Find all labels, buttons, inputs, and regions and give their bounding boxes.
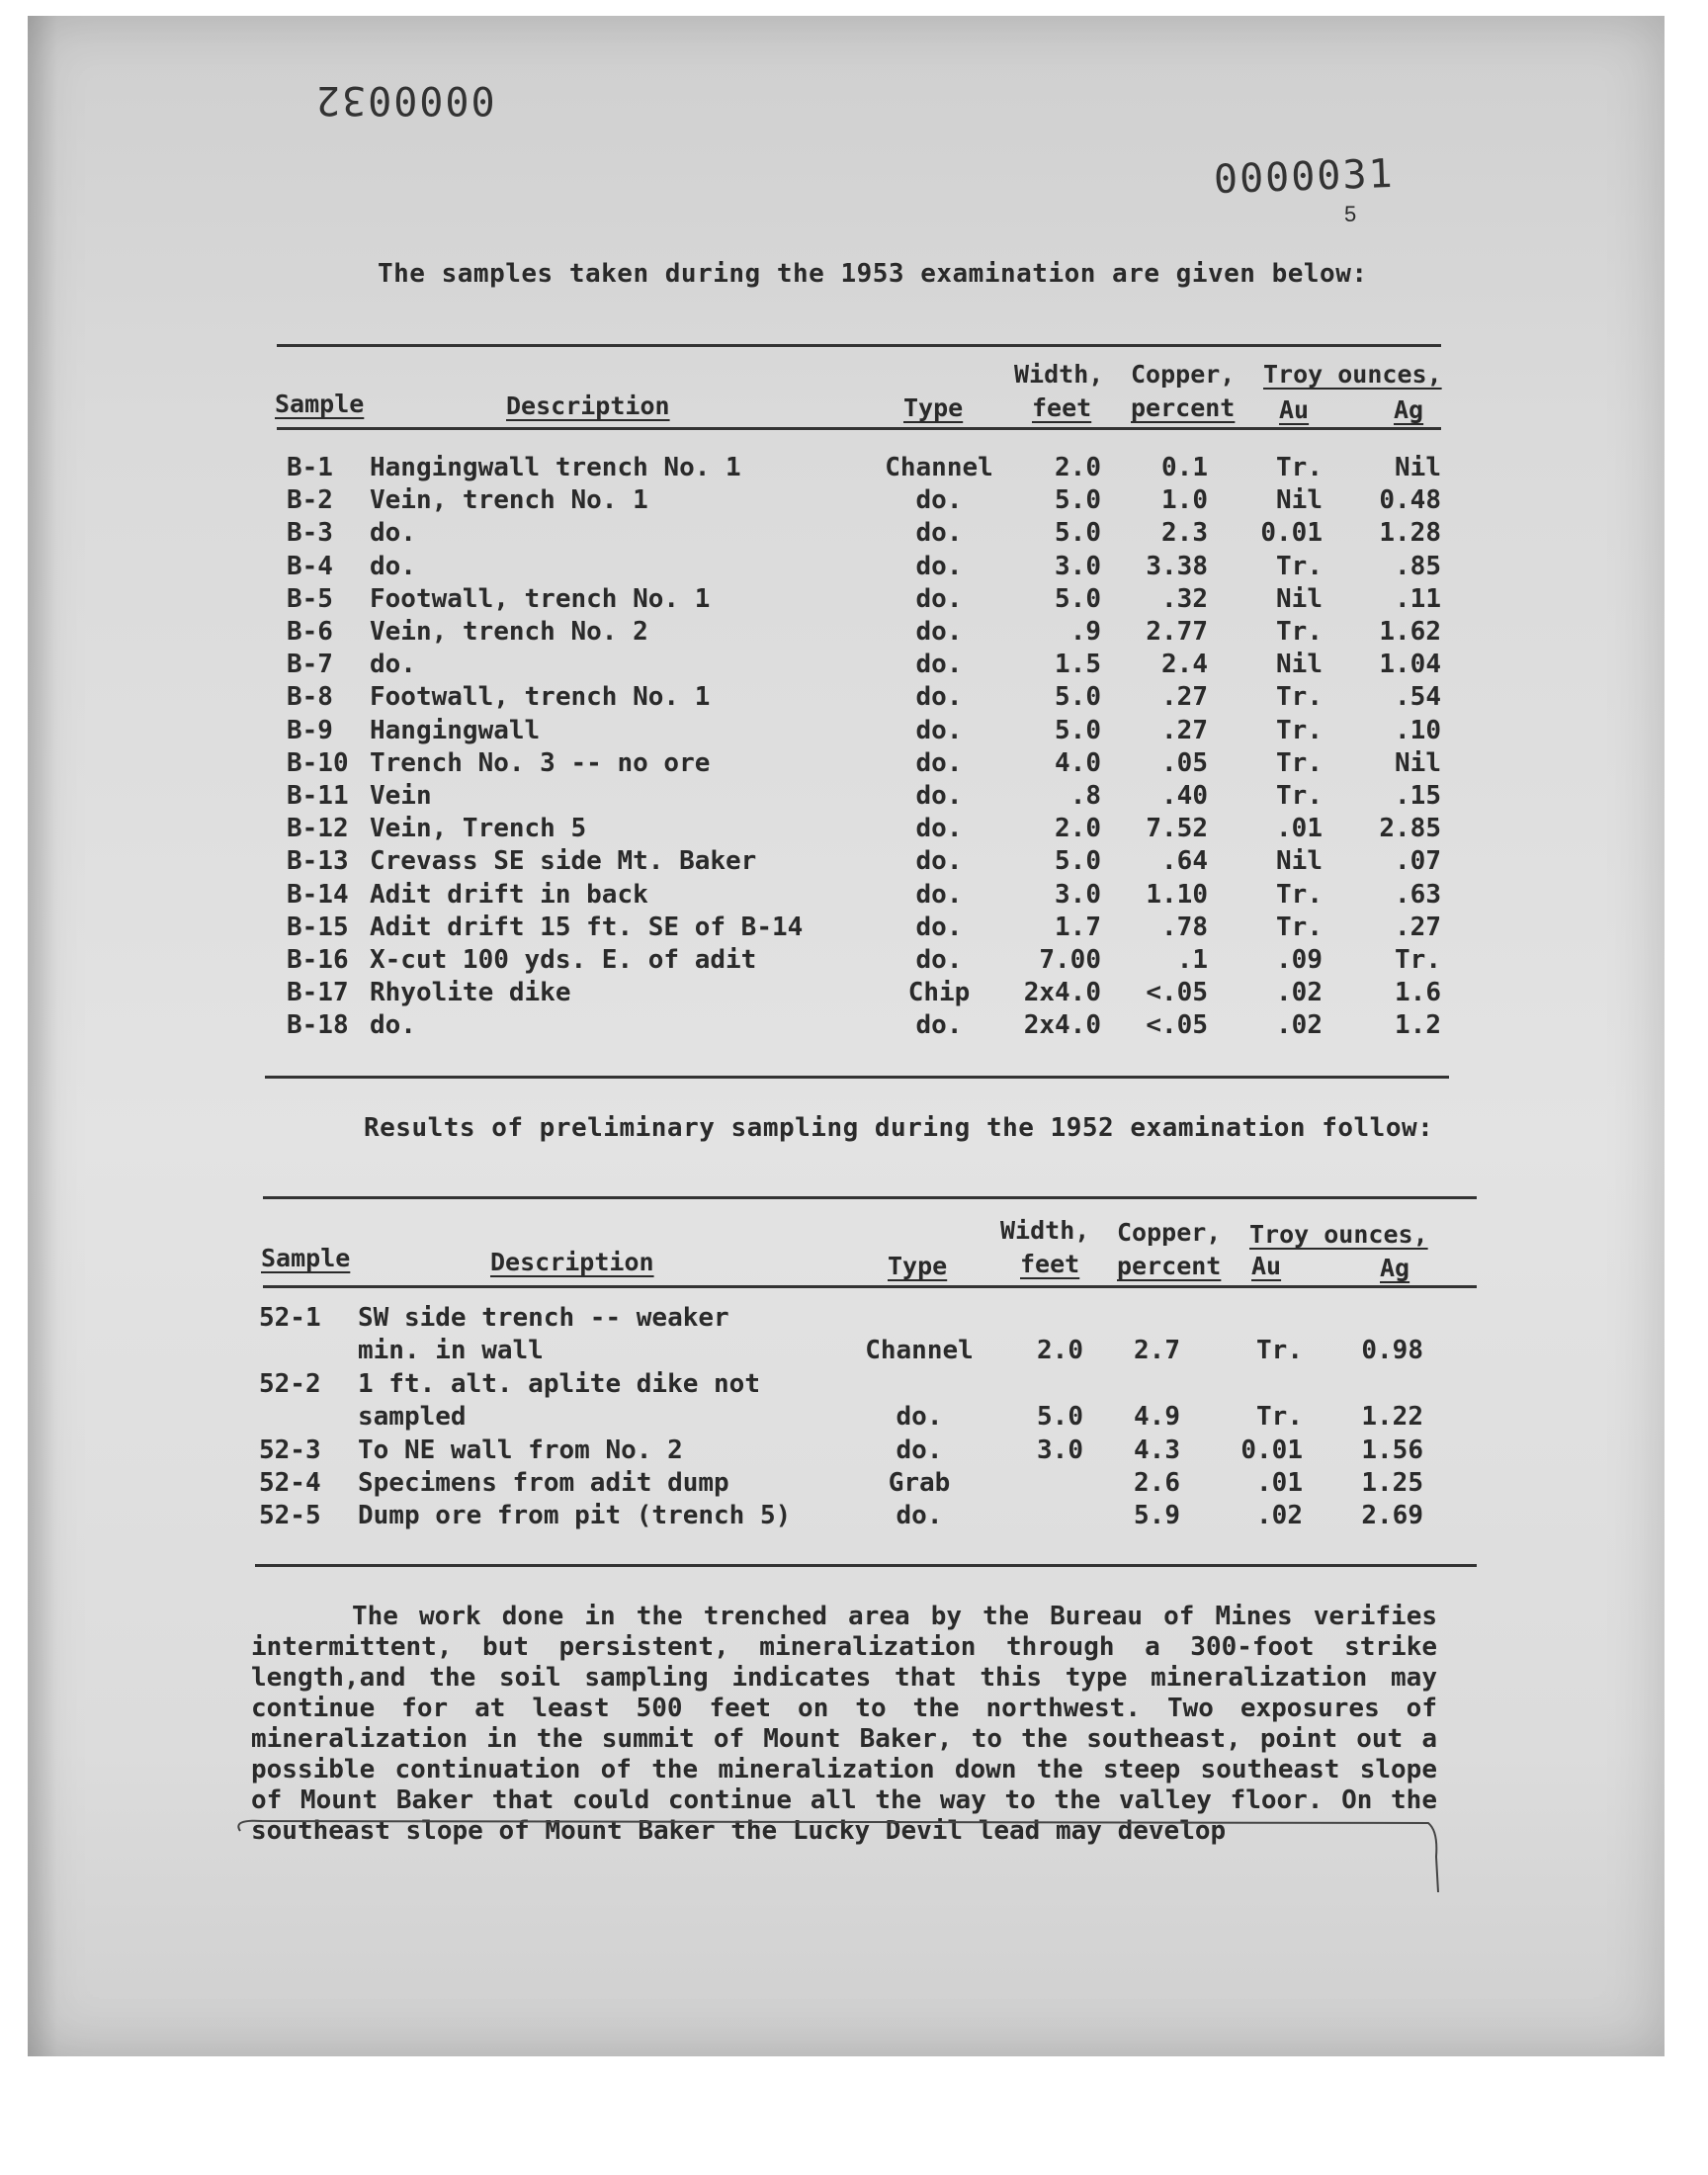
- table1-cell-sample: B-6: [287, 617, 333, 647]
- table1-cell-description: do.: [370, 1010, 416, 1041]
- table1-row: [287, 485, 1443, 518]
- table1-cell-au: Tr.: [1276, 453, 1323, 482]
- table1-cell-ag: 1.2: [1395, 1010, 1441, 1041]
- table2-cell-au: Tr.: [1256, 1336, 1303, 1366]
- table1-row: [287, 584, 1443, 617]
- table1-cell-width: 7.00: [1039, 945, 1101, 975]
- table1-row: [287, 913, 1443, 945]
- table1-cell-ag: .07: [1395, 846, 1441, 877]
- table2-header-sample: Sample: [261, 1244, 351, 1272]
- table1-header-ag: Ag: [1394, 395, 1424, 424]
- table1-cell-au: Nil: [1276, 485, 1323, 516]
- table1-cell-copper: 3.38: [1146, 551, 1208, 581]
- table1-cell-au: Tr.: [1276, 551, 1323, 581]
- table2-header-au: Au: [1251, 1252, 1282, 1280]
- table2-top-rule: [263, 1196, 1477, 1199]
- table1-header-width-bot: feet: [1032, 393, 1092, 422]
- table1-cell-sample: B-12: [287, 814, 349, 844]
- table1-row: [287, 518, 1443, 551]
- table1-row: [287, 716, 1443, 748]
- table2-row: [259, 1501, 1425, 1533]
- table1-header-rule: [277, 427, 1441, 430]
- table2-cell-sample: 52-5: [259, 1501, 321, 1531]
- table1-cell-description: do.: [370, 518, 416, 549]
- table1-cell-type: do.: [915, 945, 963, 975]
- table1-row: [287, 682, 1443, 715]
- table1-cell-au: Tr.: [1276, 912, 1323, 942]
- table2-bottom-rule: [255, 1564, 1477, 1567]
- table1-cell-copper: .05: [1161, 747, 1208, 778]
- table1-cell-sample: B-13: [287, 846, 349, 877]
- table1-cell-copper: .78: [1161, 912, 1208, 942]
- table2-cell-description: sampled: [358, 1402, 467, 1433]
- table1-cell-width: 5.0: [1055, 715, 1101, 745]
- table1-cell-description: Adit drift 15 ft. SE of B-14: [370, 912, 804, 942]
- table1-cell-ag: .63: [1395, 879, 1441, 910]
- table2-cell-copper: 5.9: [1134, 1501, 1180, 1531]
- paragraph-text: The work done in the trenched area by the Bureau of Mines verifies intermittent, but persistent, mineralization through a 300-foot strike length,and the soil sampling indicates that this type mineralization may continue for at least 500 feet on to the northwest. Two exposures of mineralization in the summit of Mount Baker, to the southeast, point out a possible continuation of the mineralization down the steep southeast slope of Mount Baker that could continue all the way to the valley floor. On the southeast slope of Mount Baker the Lucky Devil lead may develop: [251, 1602, 1437, 1846]
- table2-row: [259, 1436, 1425, 1468]
- table2-cell-ag: 1.22: [1361, 1402, 1423, 1433]
- table1-cell-width: 5.0: [1055, 846, 1101, 877]
- table1-cell-type: do.: [915, 879, 963, 910]
- table1-row: [287, 814, 1443, 846]
- table1-cell-type: do.: [915, 551, 963, 581]
- table1-cell-ag: 0.48: [1379, 485, 1441, 516]
- table1-row: [287, 1010, 1443, 1043]
- table2-header-copper-bot: percent: [1117, 1252, 1222, 1280]
- table1-cell-type: do.: [915, 715, 963, 745]
- table2-cell-ag: 0.98: [1361, 1336, 1423, 1366]
- table1-cell-type: do.: [915, 814, 963, 844]
- table1-header-copper-bot: percent: [1131, 393, 1236, 422]
- table1-header-copper-top: Copper,: [1131, 360, 1236, 389]
- table1-cell-width: 2x4.0: [1023, 1010, 1101, 1041]
- table2-cell-type: do.: [896, 1435, 943, 1465]
- table1-cell-au: 0.01: [1260, 518, 1323, 549]
- table1-cell-au: Nil: [1276, 846, 1323, 877]
- table1-cell-description: Trench No. 3 -- no ore: [370, 747, 711, 778]
- table1-cell-sample: B-2: [287, 485, 333, 516]
- table1-cell-sample: B-15: [287, 912, 349, 942]
- table1-cell-au: Tr.: [1276, 879, 1323, 910]
- table1-cell-ag: .54: [1395, 682, 1441, 713]
- table1-cell-copper: 1.10: [1146, 879, 1208, 910]
- table2-row: [259, 1402, 1425, 1435]
- table2-cell-description: SW side trench -- weaker: [358, 1303, 729, 1333]
- table1-cell-width: 5.0: [1055, 583, 1101, 614]
- table1-cell-width: 2.0: [1055, 453, 1101, 482]
- table2-header-ag: Ag: [1380, 1254, 1410, 1282]
- table1-cell-ag: .10: [1395, 715, 1441, 745]
- table1-header-troy: Troy ounces,: [1263, 360, 1442, 389]
- table2-header-rule: [263, 1285, 1477, 1288]
- table2-cell-description: min. in wall: [358, 1336, 544, 1366]
- table2-header-width-bot: feet: [1020, 1250, 1080, 1278]
- table1-header-type: Type: [903, 393, 964, 422]
- page-number: 5: [1344, 202, 1357, 226]
- table2-row: [259, 1369, 1425, 1402]
- table1-cell-width: 3.0: [1055, 879, 1101, 910]
- table1-cell-au: .01: [1276, 814, 1323, 844]
- table1-cell-type: do.: [915, 747, 963, 778]
- table1-cell-au: Tr.: [1276, 715, 1323, 745]
- table2-cell-au: Tr.: [1256, 1402, 1303, 1433]
- table1-cell-au: .02: [1276, 978, 1323, 1008]
- table1-cell-copper: 2.3: [1161, 518, 1208, 549]
- table2-header-width-top: Width,: [1000, 1216, 1090, 1245]
- table1-cell-copper: .1: [1176, 945, 1208, 975]
- table1-cell-au: Tr.: [1276, 682, 1323, 713]
- table2-cell-ag: 1.25: [1361, 1468, 1423, 1498]
- table1-cell-copper: <.05: [1146, 978, 1208, 1008]
- table1-cell-ag: Nil: [1395, 747, 1441, 778]
- table1-cell-sample: B-4: [287, 551, 333, 581]
- table1-row: [287, 781, 1443, 814]
- table1-row: [287, 650, 1443, 682]
- table2-cell-type: do.: [896, 1501, 943, 1531]
- table1-cell-sample: B-9: [287, 715, 333, 745]
- table2-cell-width: 3.0: [1037, 1435, 1083, 1465]
- table1-header-description: Description: [506, 392, 670, 420]
- table2-header-copper-top: Copper,: [1117, 1218, 1222, 1247]
- table1-cell-type: do.: [915, 485, 963, 516]
- table1-cell-type: do.: [915, 650, 963, 680]
- table1-cell-description: Footwall, trench No. 1: [370, 583, 711, 614]
- table1-cell-copper: .27: [1161, 715, 1208, 745]
- table1-cell-au: Nil: [1276, 650, 1323, 680]
- table1-cell-width: 5.0: [1055, 485, 1101, 516]
- table1-header-sample: Sample: [275, 390, 365, 418]
- table1-cell-ag: .11: [1395, 583, 1441, 614]
- table1-cell-sample: B-16: [287, 945, 349, 975]
- table2-cell-width: 2.0: [1037, 1336, 1083, 1366]
- table1-cell-description: do.: [370, 650, 416, 680]
- table1-cell-width: 1.5: [1055, 650, 1101, 680]
- table2-cell-sample: 52-4: [259, 1468, 321, 1498]
- table1-cell-width: 2.0: [1055, 814, 1101, 844]
- table1-cell-sample: B-18: [287, 1010, 349, 1041]
- table1-cell-ag: 1.04: [1379, 650, 1441, 680]
- table2-cell-sample: 52-2: [259, 1368, 321, 1399]
- table2-cell-au: 0.01: [1240, 1435, 1303, 1465]
- table2-cell-description: Specimens from adit dump: [358, 1468, 729, 1498]
- table2-cell-description: Dump ore from pit (trench 5): [358, 1501, 792, 1531]
- table1-cell-type: do.: [915, 781, 963, 811]
- table2-cell-description: To NE wall from No. 2: [358, 1435, 683, 1465]
- table1-cell-width: 1.7: [1055, 912, 1101, 942]
- page-shadow: [28, 16, 57, 2056]
- table1-cell-description: Adit drift in back: [370, 879, 648, 910]
- table1-cell-description: X-cut 100 yds. E. of adit: [370, 945, 757, 975]
- table2-header-description: Description: [490, 1248, 654, 1276]
- table1-cell-type: do.: [915, 518, 963, 549]
- table1-cell-copper: .32: [1161, 583, 1208, 614]
- table2-cell-type: Grab: [888, 1468, 951, 1498]
- handwritten-bracket-mark: [232, 1817, 1458, 1896]
- table1-row: [287, 945, 1443, 978]
- table1-row: [287, 846, 1443, 879]
- table1-bottom-rule: [265, 1076, 1449, 1079]
- table2-cell-copper: 2.7: [1134, 1336, 1180, 1366]
- table1-cell-ag: 1.28: [1379, 518, 1441, 549]
- table1-cell-description: Rhyolite dike: [370, 978, 571, 1008]
- table1-cell-type: Chip: [907, 978, 971, 1008]
- table2-cell-description: 1 ft. alt. aplite dike not: [358, 1368, 760, 1399]
- table1-cell-copper: 2.77: [1146, 617, 1208, 647]
- table1-cell-ag: 1.62: [1379, 617, 1441, 647]
- table1-cell-sample: B-11: [287, 781, 349, 811]
- table1-cell-type: do.: [915, 682, 963, 713]
- table1-cell-type: do.: [915, 583, 963, 614]
- table2-cell-copper: 2.6: [1134, 1468, 1180, 1498]
- table1-cell-description: Hangingwall trench No. 1: [370, 453, 741, 482]
- table2-cell-ag: 1.56: [1361, 1435, 1423, 1465]
- table1-cell-sample: B-7: [287, 650, 333, 680]
- body-paragraph: [251, 1602, 1437, 1847]
- table1-cell-width: 3.0: [1055, 551, 1101, 581]
- table1-cell-ag: Tr.: [1395, 945, 1441, 975]
- table1-row: [287, 880, 1443, 913]
- table1-cell-type: do.: [915, 912, 963, 942]
- table2-cell-type: do.: [896, 1402, 943, 1433]
- table1-row: [287, 978, 1443, 1010]
- table1-header-au: Au: [1279, 395, 1310, 424]
- table1-cell-au: Nil: [1276, 583, 1323, 614]
- table1-cell-description: Vein, Trench 5: [370, 814, 587, 844]
- table1-cell-au: Tr.: [1276, 747, 1323, 778]
- table1-cell-copper: <.05: [1146, 1010, 1208, 1041]
- table1-cell-copper: .27: [1161, 682, 1208, 713]
- section1-caption: The samples taken during the 1953 examination are given below:: [378, 259, 1368, 289]
- table1-cell-au: .02: [1276, 1010, 1323, 1041]
- table1-cell-ag: .27: [1395, 912, 1441, 942]
- table1-cell-copper: 2.4: [1161, 650, 1208, 680]
- table1-cell-width: 5.0: [1055, 518, 1101, 549]
- table1-cell-description: Vein: [370, 781, 432, 811]
- table1-cell-copper: 7.52: [1146, 814, 1208, 844]
- table1-cell-description: do.: [370, 551, 416, 581]
- table2-row: [259, 1303, 1425, 1336]
- table1-row: [287, 453, 1443, 485]
- table1-cell-width: .9: [1069, 617, 1101, 647]
- table1-cell-ag: Nil: [1395, 453, 1441, 482]
- table1-row: [287, 748, 1443, 781]
- table1-cell-width: .8: [1069, 781, 1101, 811]
- table1-cell-sample: B-14: [287, 879, 349, 910]
- table2-cell-ag: 2.69: [1361, 1501, 1423, 1531]
- section2-caption: Results of preliminary sampling during the 1952 examination follow:: [364, 1113, 1434, 1143]
- table1-row: [287, 617, 1443, 650]
- table1-cell-sample: B-1: [287, 453, 333, 482]
- table1-cell-description: Hangingwall: [370, 715, 541, 745]
- table1-cell-type: Channel: [885, 453, 993, 482]
- table1-cell-copper: .40: [1161, 781, 1208, 811]
- table1-cell-description: Crevass SE side Mt. Baker: [370, 846, 757, 877]
- table2-cell-au: .02: [1256, 1501, 1303, 1531]
- table1-cell-ag: .15: [1395, 781, 1441, 811]
- table1-cell-sample: B-10: [287, 747, 349, 778]
- table2-header-troy: Troy ounces,: [1249, 1220, 1428, 1249]
- table1-cell-type: do.: [915, 846, 963, 877]
- table2-cell-copper: 4.3: [1134, 1435, 1180, 1465]
- table1-top-rule: [277, 344, 1441, 347]
- table2-cell-copper: 4.9: [1134, 1402, 1180, 1433]
- table1-row: [287, 552, 1443, 584]
- table1-cell-width: 5.0: [1055, 682, 1101, 713]
- table1-cell-sample: B-5: [287, 583, 333, 614]
- table1-cell-sample: B-3: [287, 518, 333, 549]
- table1-cell-description: Footwall, trench No. 1: [370, 682, 711, 713]
- table2-row: [259, 1468, 1425, 1501]
- table1-cell-copper: 1.0: [1161, 485, 1208, 516]
- stamp-top-right: 0000031: [1213, 150, 1396, 204]
- table1-cell-type: do.: [915, 617, 963, 647]
- table1-cell-ag: .85: [1395, 551, 1441, 581]
- table1-cell-sample: B-8: [287, 682, 333, 713]
- table2-cell-width: 5.0: [1037, 1402, 1083, 1433]
- table1-cell-sample: B-17: [287, 978, 349, 1008]
- table1-cell-description: Vein, trench No. 2: [370, 617, 648, 647]
- table2-header-type: Type: [888, 1252, 948, 1280]
- table1-cell-ag: 2.85: [1379, 814, 1441, 844]
- table1-cell-width: 2x4.0: [1023, 978, 1101, 1008]
- table2-cell-type: Channel: [865, 1336, 974, 1366]
- table1-cell-au: .09: [1276, 945, 1323, 975]
- table2-cell-au: .01: [1256, 1468, 1303, 1498]
- table2-cell-sample: 52-3: [259, 1435, 321, 1465]
- table1-cell-au: Tr.: [1276, 781, 1323, 811]
- table1-header-width-top: Width,: [1014, 360, 1104, 389]
- table2-cell-sample: 52-1: [259, 1303, 321, 1333]
- table2-row: [259, 1336, 1425, 1368]
- table1-cell-au: Tr.: [1276, 617, 1323, 647]
- table1-cell-type: do.: [915, 1010, 963, 1041]
- stamp-top-left: 0000032: [314, 77, 495, 123]
- table1-cell-width: 4.0: [1055, 747, 1101, 778]
- table1-cell-description: Vein, trench No. 1: [370, 485, 648, 516]
- table1-cell-ag: 1.6: [1395, 978, 1441, 1008]
- table1-cell-copper: .64: [1161, 846, 1208, 877]
- table1-cell-copper: 0.1: [1161, 453, 1208, 482]
